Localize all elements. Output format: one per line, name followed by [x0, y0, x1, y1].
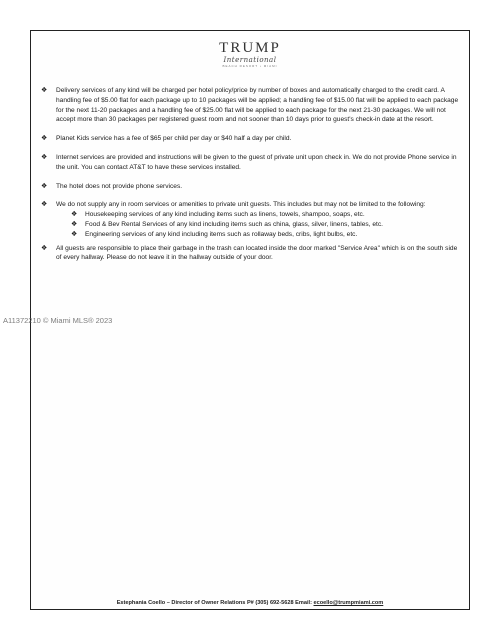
sub-item-engineering	[71, 230, 459, 240]
diamond-bullet-icon: ❖	[41, 201, 48, 209]
policy-item-delivery	[41, 86, 459, 125]
footer-contact-text: Estephania Coello – Director of Owner Relations P# (305) 692-5628 Email:	[116, 600, 314, 606]
policy-text: Delivery services of any kind will be charged per hotel policy/price by number of boxes and automatically charged to the credit card. A handling fee of $5.00 flat for each package up to 10 packages will be applied; a handling fee of $15.00 flat will be applied to each package for the next 11-20 packages and a handling fee of $25.00 flat will be applied to each package for the next 21-30 packages. We will not accept more than 30 packages per registered guest room and not sooner than 10 days prior to guest's check-in date at the resort.	[56, 87, 459, 124]
diamond-bullet-icon: ❖	[41, 135, 48, 143]
policy-item-internet	[41, 153, 459, 173]
diamond-bullet-icon: ❖	[41, 87, 48, 94]
policy-text: Internet services are provided and instructions will be given to the guest of private unit upon check in. We do not provide Phone service in the unit. You can contact AT&T to have these services installed.	[56, 153, 457, 171]
sub-item-text: Food & Bev Rental Services of any kind including items such as china, glass, silver, linens, tables, etc.	[85, 220, 383, 228]
diamond-bullet-icon: ❖	[41, 182, 48, 190]
diamond-bullet-icon: ❖	[41, 244, 48, 252]
policy-item-planet-kids	[41, 134, 459, 144]
diamond-bullet-icon: ❖	[71, 211, 78, 219]
policy-item-garbage	[41, 244, 459, 264]
policy-text: All guests are responsible to place their garbage in the trash can located inside the door marked "Service Area" which is on the south side of every hallway. Please do not leave it in the hallway outside of your door.	[56, 244, 458, 262]
trump-logo	[31, 41, 469, 68]
policy-text: The hotel does not provide phone services.	[56, 182, 183, 190]
diamond-bullet-icon: ❖	[71, 230, 78, 238]
policy-item-phone	[41, 182, 459, 192]
logo-main-text: TRUMP	[219, 40, 281, 56]
policy-text: Planet Kids service has a fee of $65 per child per day or $40 half a day per child.	[56, 135, 292, 143]
footer-email-link[interactable]: ecoello@trumpmiami.com	[313, 600, 384, 606]
logo-tagline: BEACH RESORT • MIAMI	[222, 64, 278, 68]
sub-item-text: Housekeeping services of any kind including items such as linens, towels, shampoo, soaps, etc.	[85, 211, 365, 219]
sub-item-housekeeping	[71, 210, 459, 220]
diamond-bullet-icon: ❖	[71, 220, 78, 228]
sub-item-text: Engineering services of any kind including items such as rollaway beds, cribs, light bulbs, etc.	[85, 230, 358, 238]
mls-watermark: A11372210 © Miami MLS® 2023	[3, 316, 113, 325]
policy-item-room-services	[41, 200, 459, 210]
contact-footer	[31, 599, 469, 607]
diamond-bullet-icon: ❖	[41, 153, 48, 161]
policy-text: We do not supply any in room services or amenities to private unit guests. This includes but may not be limited to the following:	[56, 201, 426, 209]
logo-script-text: International	[223, 56, 277, 64]
policy-list	[41, 86, 459, 272]
sub-item-food-bev	[71, 220, 459, 230]
